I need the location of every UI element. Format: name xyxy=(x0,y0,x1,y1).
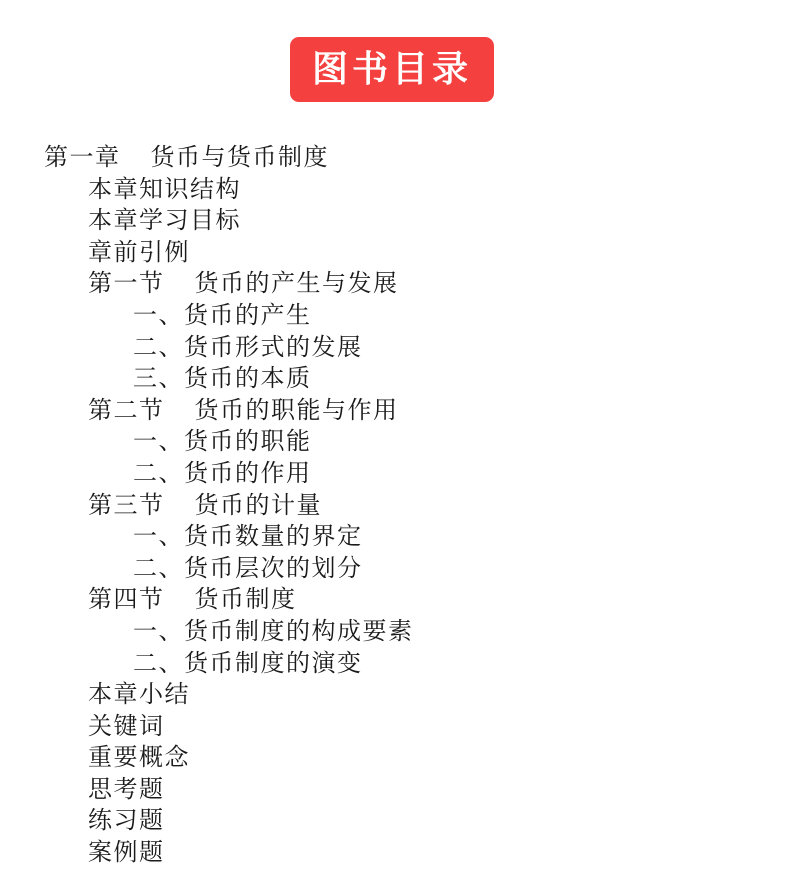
table-of-contents xyxy=(44,142,764,869)
toc-entry-number: 第四节 xyxy=(88,585,165,614)
toc-entry-title: 货币的计量 xyxy=(194,490,322,519)
toc-entry[interactable] xyxy=(44,142,764,174)
toc-entry[interactable] xyxy=(44,679,764,711)
toc-entry[interactable] xyxy=(44,711,764,743)
toc-entry[interactable] xyxy=(44,584,764,616)
toc-entry-title: 重要概念 xyxy=(88,743,190,772)
toc-entry[interactable] xyxy=(44,174,764,206)
toc-entry[interactable] xyxy=(44,837,764,869)
toc-entry[interactable] xyxy=(44,426,764,458)
toc-entry-number: 第一章 xyxy=(44,143,121,171)
toc-entry[interactable] xyxy=(44,332,764,364)
title-badge xyxy=(290,37,494,102)
toc-entry[interactable] xyxy=(44,616,764,648)
toc-entry-title: 二、货币制度的演变 xyxy=(133,648,363,677)
toc-entry-title: 货币与货币制度 xyxy=(150,143,329,171)
toc-entry-number: 第一节 xyxy=(88,269,165,298)
toc-entry[interactable] xyxy=(44,774,764,806)
toc-entry-title: 三、货币的本质 xyxy=(133,364,312,393)
toc-entry[interactable] xyxy=(44,521,764,553)
toc-entry-title: 二、货币层次的划分 xyxy=(133,553,363,582)
page-title: 图书目录 xyxy=(311,48,472,90)
toc-entry-title: 货币制度 xyxy=(194,585,297,614)
toc-entry-title: 本章学习目标 xyxy=(88,206,241,235)
toc-entry-title: 思考题 xyxy=(88,774,165,803)
toc-entry-title: 一、货币制度的构成要素 xyxy=(133,616,414,645)
toc-entry-number: 第二节 xyxy=(88,395,165,424)
toc-entry[interactable] xyxy=(44,553,764,585)
toc-entry-title: 本章知识结构 xyxy=(88,174,241,203)
toc-entry-title: 章前引例 xyxy=(88,237,190,266)
toc-entry[interactable] xyxy=(44,237,764,269)
toc-entry-title: 一、货币的产生 xyxy=(133,300,312,329)
toc-entry-title: 练习题 xyxy=(88,806,165,835)
toc-entry[interactable] xyxy=(44,458,764,490)
toc-entry-title: 货币的职能与作用 xyxy=(194,395,399,424)
toc-entry-title: 本章小结 xyxy=(88,680,190,709)
toc-entry-title: 二、货币形式的发展 xyxy=(133,332,363,361)
toc-entry[interactable] xyxy=(44,205,764,237)
toc-entry[interactable] xyxy=(44,490,764,522)
toc-entry[interactable] xyxy=(44,363,764,395)
toc-entry[interactable] xyxy=(44,300,764,332)
toc-entry-title: 案例题 xyxy=(88,838,165,867)
toc-entry[interactable] xyxy=(44,648,764,680)
toc-entry[interactable] xyxy=(44,805,764,837)
toc-entry-number: 第三节 xyxy=(88,490,165,519)
toc-entry[interactable] xyxy=(44,395,764,427)
toc-entry[interactable] xyxy=(44,268,764,300)
toc-entry[interactable] xyxy=(44,742,764,774)
toc-entry-title: 关键词 xyxy=(88,711,165,740)
toc-entry-title: 一、货币数量的界定 xyxy=(133,522,363,551)
toc-entry-title: 二、货币的作用 xyxy=(133,458,312,487)
toc-entry-title: 货币的产生与发展 xyxy=(194,269,399,298)
toc-entry-title: 一、货币的职能 xyxy=(133,427,312,456)
